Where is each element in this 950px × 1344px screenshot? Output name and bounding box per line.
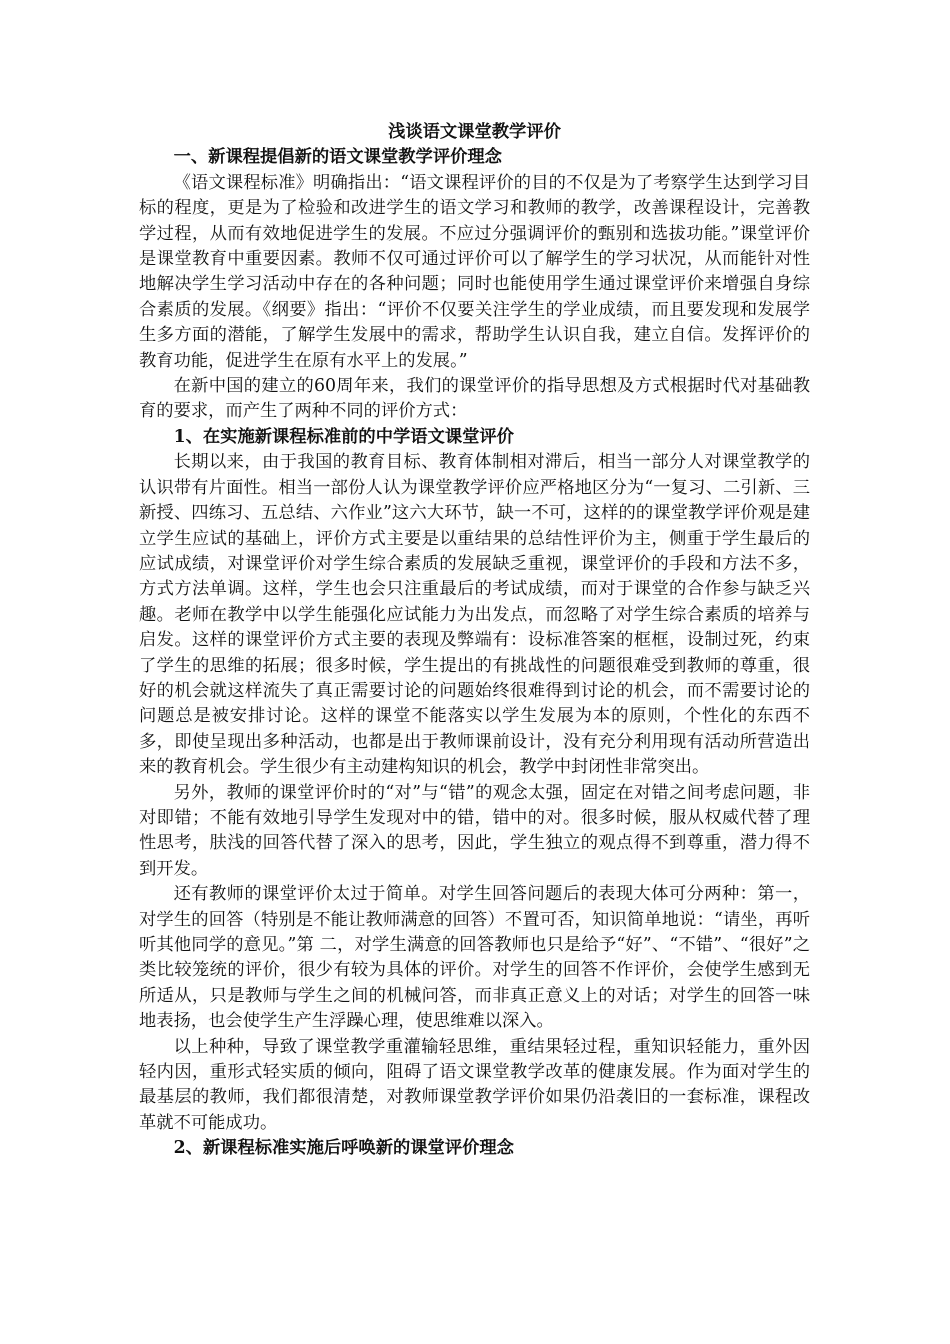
subsection-heading-1: 1、在实施新课程标准前的中学语文课堂评价 [173,426,514,447]
section-heading-1: 一、新课程提倡新的语文课堂教学评价理念 [173,147,502,168]
paragraph-6: 以上种种，导致了课堂教学重灌输轻思维，重结果轻过程，重知识轻能力，重外因轻内因，重形式轻实质的倾向，阻碍了语文课堂教学改革的健康发展。作为面对学生的最基层的教师，我们都很清楚，对教师课堂教学评价如果仍沿袭旧的一套标准，课程改革就不可能成功。 [139,1036,810,1133]
paragraph-4: 另外，教师的课堂评价时的“对”与“错”的观念太强，固定在对错之间考虑问题，非对即错；不能有效地引导学生发现对中的错，错中的对。很多时候，服从权威代替了理性思考，肤浅的回答代替了深入的思考，因此，学生独立的观点得不到尊重，潜力得不到开发。 [139,782,810,879]
document-page [139,120,810,1162]
subsection-heading-2: 2、新课程标准实施后呼唤新的课堂评价理念 [173,1138,514,1159]
paragraph-2: 在新中国的建立的60周年来，我们的课堂评价的指导思想及方式根据时代对基础教育的要求，而产生了两种不同的评价方式： [139,376,810,422]
document-title: 浅谈语文课堂教学评价 [388,122,561,142]
paragraph-3: 长期以来，由于我国的教育目标、教育体制相对滞后，相当一部分人对课堂教学的认识带有片面性。相当一部份人认为课堂教学评价应严格地区分为“一复习、二引新、三新授、四练习、五总结、六作业”这六大环节，缺一不可，这样的的课堂教学评价观是建立学生应试的基础上，评价方式主要是以重结果的总结性评价为主，侧重于学生最后的应试成绩，对课堂评价对学生综合素质的发展缺乏重视，课堂评价的手段和方法不多，方式方法单调。这样，学生也会只注重最后的考试成绩，而对于课堂的合作参与缺乏兴趣。老师在教学中以学生能强化应试能力为出发点，而忽略了对学生综合素质的培养与启发。这样的课堂评价方式主要的表现及弊端有：设标准答案的框框，设制过死，约束了学生的思维的拓展；很多时候，学生提出的有挑战性的问题很难受到教师的尊重，很好的机会就这样流失了真正需要讨论的问题始终很难得到讨论的机会，而不需要讨论的问题总是被安排讨论。这样的课堂不能落实以学生发展为本的原则，个性化的东西不多，即使呈现出多种活动，也都是出于教师课前设计，没有充分利用现有活动所营造出来的教育机会。学生很少有主动建构知识的机会，教学中封闭性非常突出。 [139,452,810,778]
paragraph-5: 还有教师的课堂评价太过于简单。对学生回答问题后的表现大体可分两种：第一，对学生的回答（特别是不能让教师满意的回答）不置可否，知识简单地说：“请坐，再听听其他同学的意见。”第 二，对学生满意的回答教师也只是给予“好”、“不错”、“很好”之类比较笼统的评价，很少有较为具体的评价。对学生的回答不作评价，会使学生感到无所适从，只是教师与学生之间的机械问答，而非真正意义上的对话；对学生的回答一味地表扬，也会使学生产生浮躁心理，使思维难以深入。 [139,884,810,1032]
paragraph-1: 《语文课程标准》明确指出：“语文课程评价的目的不仅是为了考察学生达到学习目标的程度，更是为了检验和改进学生的语文学习和教师的教学，改善课程设计，完善教学过程，从而有效地促进学生的发展。不应过分强调评价的甄别和选拔功能。”课堂评价是课堂教育中重要因素。教师不仅可通过评价可以了解学生的学习状况，从而能针对性地解决学生学习活动中存在的各种问题；同时也能使用学生通过课堂评价来增强自身综合素质的发展。《纲要》指出：“评价不仅要关注学生的学业成绩，而且要发现和发展学生多方面的潜能，了解学生发展中的需求，帮助学生认识自我，建立自信。发挥评价的教育功能，促进学生在原有水平上的发展。” [139,172,810,371]
